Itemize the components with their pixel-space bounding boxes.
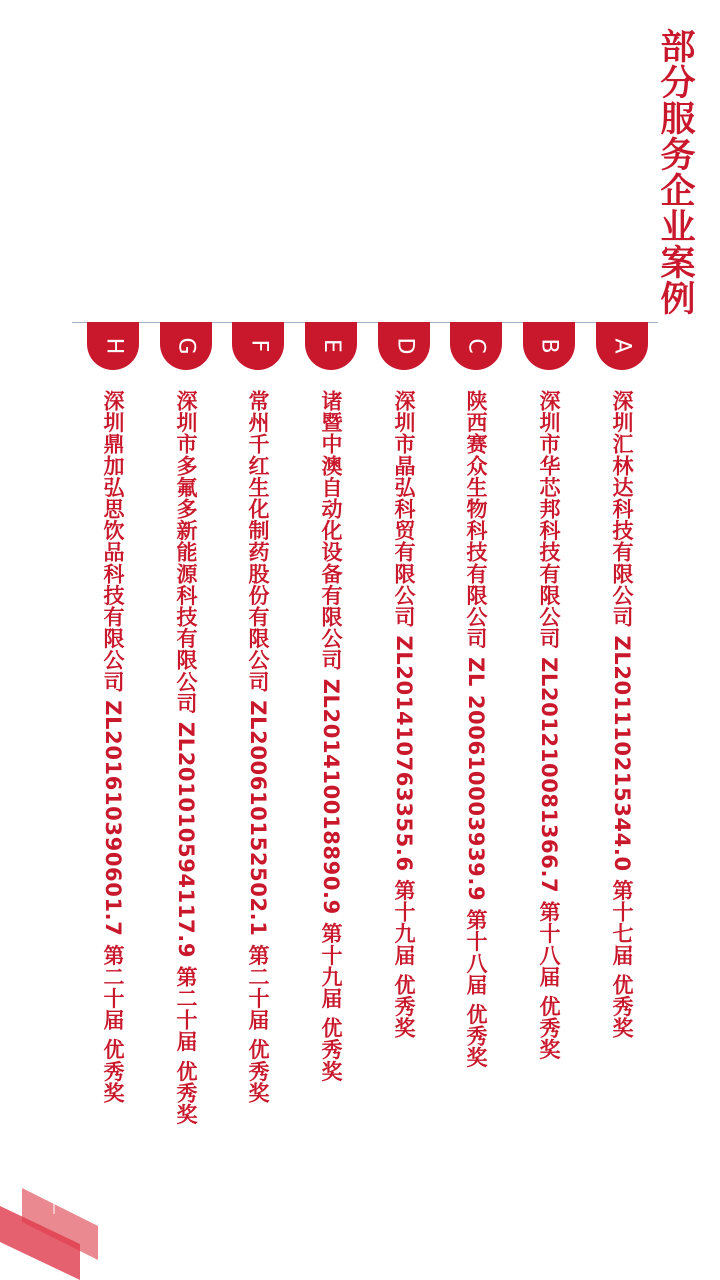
case-text: 深圳市华芯邦科技有限公司 ZL201210081366.7 第十八届 优秀奖 — [537, 390, 561, 1061]
case-letter: G — [174, 337, 199, 355]
case-letter-tab — [450, 322, 502, 370]
case-letter-tab — [596, 322, 648, 370]
case-letter: C — [464, 338, 489, 354]
case-text: 深圳鼎加弘思饮品科技有限公司 ZL201610390601.7 第二十届 优秀奖 — [101, 390, 125, 1104]
case-text: 深圳市多氟多新能源科技有限公司 ZL201010594117.9 第二十届 优秀奖 — [174, 390, 198, 1126]
case-letter-tab — [87, 322, 139, 370]
case-letter: H — [100, 337, 126, 355]
page-title: 部分服务企业案例 — [655, 28, 695, 316]
case-letter-tab — [378, 322, 430, 370]
case-letter: F — [246, 339, 271, 353]
case-letter-tab — [305, 322, 357, 370]
case-letter: A — [610, 338, 635, 354]
case-letter: E — [319, 339, 344, 353]
case-text: 常州千红生化制药股份有限公司 ZL200610152502.1 第二十届 优秀奖 — [246, 390, 270, 1104]
case-letter-tab — [160, 322, 212, 370]
corner-decoration-icon — [0, 1180, 110, 1280]
case-letter-tab — [232, 322, 284, 370]
case-text: 诸暨中澳自动化设备有限公司 ZL201410018890.9 第十九届 优秀奖 — [319, 390, 343, 1082]
case-letter: B — [537, 338, 562, 354]
case-text: 陕西赛众生物科技有限公司 ZL 200610003939.9 第十八届 优秀奖 — [464, 390, 488, 1069]
case-text: 深圳汇林达科技有限公司 ZL201110215344.0 第十七届 优秀奖 — [610, 390, 634, 1039]
case-text: 深圳市晶弘科贸有限公司 ZL201410763355.6 第十九届 优秀奖 — [392, 390, 416, 1039]
case-letter: D — [391, 337, 417, 355]
case-letter-tab — [523, 322, 575, 370]
